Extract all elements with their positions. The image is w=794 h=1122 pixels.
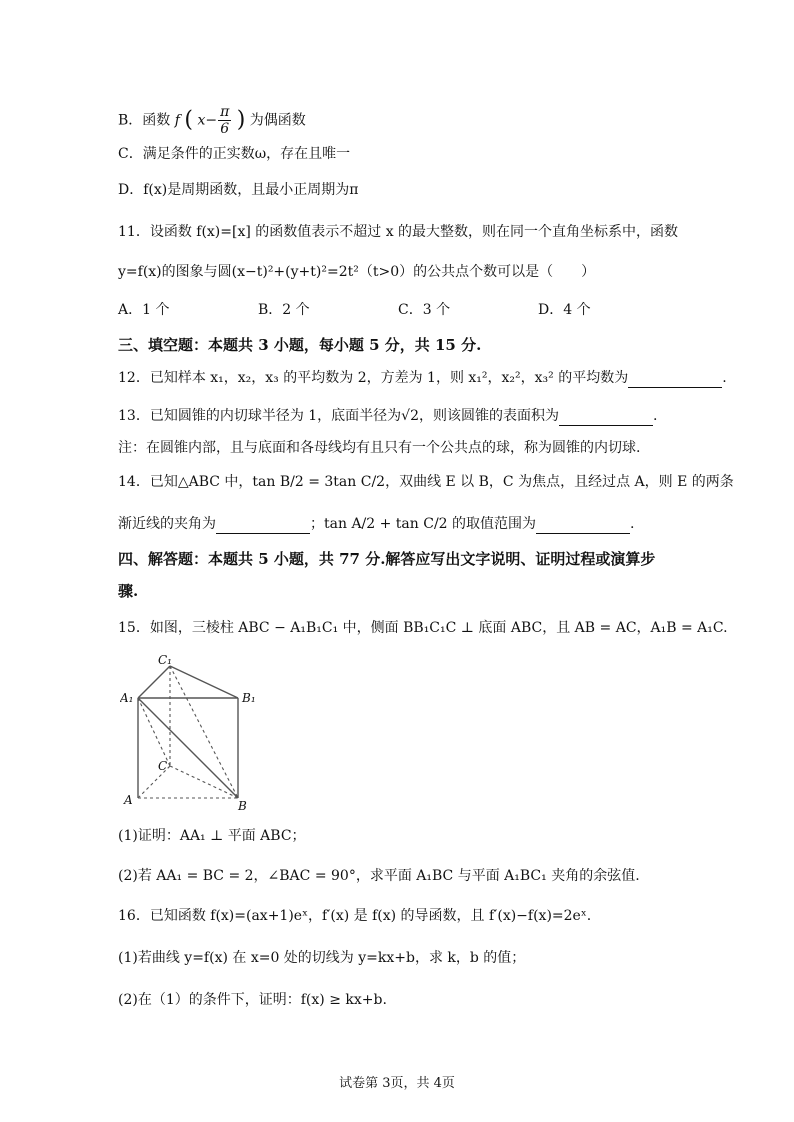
page-footer: 试卷第 3页，共 4页 <box>339 1076 455 1091</box>
label-a: A <box>124 793 133 807</box>
question-11-line1: 11．设函数 f(x)=[x] 的函数值表示不超过 x 的最大整数，则在同一个直角坐标系中，函数 <box>118 224 679 240</box>
section-4-heading-cont: 骤. <box>118 582 139 600</box>
question-11-options <box>118 300 591 320</box>
prism-figure <box>120 652 260 812</box>
q11-option-a: A．1 个 <box>118 302 170 318</box>
question-11-line2: y=f(x)的图象与圆(x−t)²+(y+t)²=2t²（t>0）的公共点个数可以是（ ） <box>118 264 596 280</box>
label-b1: B₁ <box>242 691 256 705</box>
question-15-part2: (2)若 AA₁ = BC = 2，∠BAC = 90°，求平面 A₁BC 与平面 A₁BC₁ 夹角的余弦值. <box>118 868 640 884</box>
q11-option-d: D．4 个 <box>538 302 591 318</box>
question-14-line2: 渐近线的夹角为 ；tan A/2 + tan C/2 的取值范围为 . <box>118 516 635 532</box>
question-13: 13．已知圆锥的内切球半径为 1，底面半径为√2，则该圆锥的表面积为 . <box>118 408 658 424</box>
answer-blank <box>216 519 310 534</box>
answer-blank <box>559 411 653 426</box>
question-12: 12．已知样本 x₁，x₂，x₃ 的平均数为 2，方差为 1，则 x₁²，x₂²，x₃² 的平均数为 . <box>118 370 727 386</box>
question-14-line1: 14．已知△ABC 中，tan B/2 = 3tan C/2，双曲线 E 以 B，C 为焦点，且经过点 A，则 E 的两条 <box>118 474 734 490</box>
label-c1: C₁ <box>158 653 172 667</box>
answer-blank <box>536 519 630 534</box>
question-16-part2: (2)在（1）的条件下，证明：f(x) ≥ kx+b. <box>118 992 387 1008</box>
question-16: 16．已知函数 f(x)=(ax+1)eˣ，f′(x) 是 f(x) 的导函数，且 f′(x)−f(x)=2eˣ. <box>118 908 592 924</box>
fraction-pi-6: $\frac{\pi}{6}$ <box>220 104 230 137</box>
label-c: C <box>158 759 168 773</box>
answer-blank <box>628 373 722 388</box>
question-15: 15．如图，三棱柱 ABC − A₁B₁C₁ 中，侧面 BB₁C₁C ⊥ 底面 ABC，且 AB = AC，A₁B = A₁C. <box>118 620 728 636</box>
question-13-note: 注：在圆锥内部，且与底面和各母线均有且只有一个公共点的球，称为圆锥的内切球. <box>118 440 641 456</box>
q11-option-c: C．3 个 <box>398 302 451 318</box>
label-a1: A₁ <box>120 691 134 705</box>
section-3-heading: 三、填空题：本题共 3 小题，每小题 5 分，共 15 分. <box>118 336 482 354</box>
section-4-heading: 四、解答题：本题共 5 小题，共 77 分.解答应写出文字说明、证明过程或演算步 <box>118 550 656 568</box>
question-15-part1: (1)证明：AA₁ ⊥ 平面 ABC； <box>118 828 306 844</box>
option-d: D．f(x)是周期函数，且最小正周期为π <box>118 182 359 198</box>
option-b: B．函数 f ( x− $\frac{\pi}{6}$ ) 为偶函数 <box>118 104 306 137</box>
label-b: B <box>238 799 247 812</box>
q11-option-b: B．2 个 <box>258 302 310 318</box>
question-16-part1: (1)若曲线 y=f(x) 在 x=0 处的切线为 y=kx+b，求 k，b 的值； <box>118 950 526 966</box>
option-c: C．满足条件的正实数ω，存在且唯一 <box>118 146 351 162</box>
